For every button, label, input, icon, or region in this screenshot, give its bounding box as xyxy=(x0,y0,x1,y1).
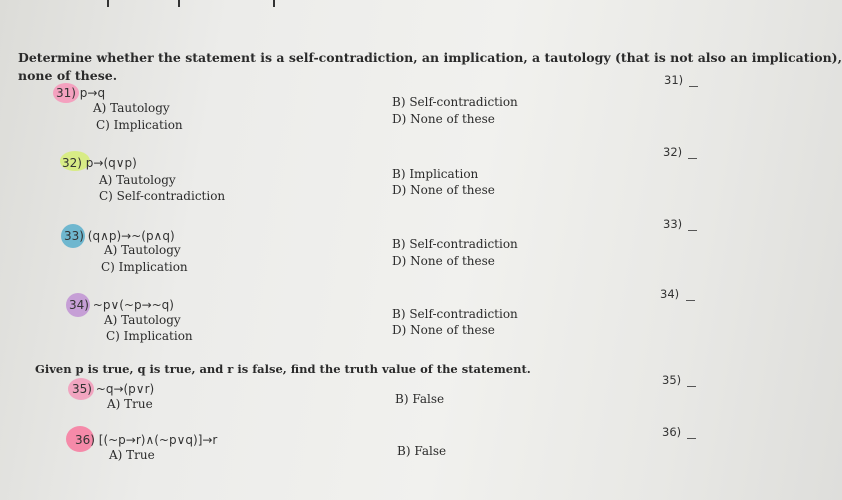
q36-option-b[interactable]: B) False xyxy=(397,444,447,458)
question-32: 32) p→(q∨p) xyxy=(62,156,137,170)
q32-option-a[interactable]: A) Tautology xyxy=(99,173,176,187)
q31-option-a[interactable]: A) Tautology xyxy=(93,101,170,115)
answer-31-number: 31) xyxy=(664,73,684,87)
answer-34-blank[interactable] xyxy=(686,300,695,301)
question-33: 33) (q∧p)→~(p∧q) xyxy=(64,229,175,243)
answer-35-number: 35) xyxy=(662,373,682,387)
q36-option-a[interactable]: A) True xyxy=(109,448,155,462)
q34-option-a[interactable]: A) Tautology xyxy=(104,313,181,327)
answer-36-blank[interactable] xyxy=(687,438,696,439)
instructions-line-2: none of these. xyxy=(18,68,118,83)
answer-35-blank[interactable] xyxy=(687,386,696,387)
q34-option-d[interactable]: D) None of these xyxy=(392,323,495,337)
question-31: 31) p→q xyxy=(56,86,106,100)
q35-option-a[interactable]: A) True xyxy=(107,397,153,411)
q34-option-b[interactable]: B) Self-contradiction xyxy=(392,307,518,321)
q33-option-c[interactable]: C) Implication xyxy=(101,260,188,274)
q31-option-d[interactable]: D) None of these xyxy=(392,112,495,126)
answer-33-blank[interactable] xyxy=(688,230,697,231)
instructions-line-1: Determine whether the statement is a self-contradiction, an implication, a tautology (that is not also an implication), xyxy=(18,50,842,65)
q34-option-c[interactable]: C) Implication xyxy=(106,329,193,343)
top-edge-mark xyxy=(273,0,275,7)
section-2-instructions: Given p is true, q is true, and r is false, find the truth value of the statement. xyxy=(35,362,531,376)
q32-option-b[interactable]: B) Implication xyxy=(392,167,479,181)
question-36: 36) [(~p→r)∧(~p∨q)]→r xyxy=(75,433,218,447)
q32-option-d[interactable]: D) None of these xyxy=(392,183,495,197)
answer-32-number: 32) xyxy=(663,145,683,159)
top-edge-mark xyxy=(178,0,180,7)
answer-31-blank[interactable] xyxy=(689,86,698,87)
q33-option-d[interactable]: D) None of these xyxy=(392,254,495,268)
answer-34-number: 34) xyxy=(660,287,680,301)
answer-33-number: 33) xyxy=(663,217,683,231)
q35-option-b[interactable]: B) False xyxy=(395,392,445,406)
q31-option-b[interactable]: B) Self-contradiction xyxy=(392,95,518,109)
question-34: 34) ~p∨(~p→~q) xyxy=(69,298,174,312)
answer-36-number: 36) xyxy=(662,425,682,439)
question-35: 35) ~q→(p∨r) xyxy=(72,382,155,396)
q33-option-a[interactable]: A) Tautology xyxy=(104,243,181,257)
answer-32-blank[interactable] xyxy=(688,158,697,159)
q32-option-c[interactable]: C) Self-contradiction xyxy=(99,189,226,203)
top-edge-mark xyxy=(107,0,109,7)
q33-option-b[interactable]: B) Self-contradiction xyxy=(392,237,518,251)
q31-option-c[interactable]: C) Implication xyxy=(96,118,183,132)
